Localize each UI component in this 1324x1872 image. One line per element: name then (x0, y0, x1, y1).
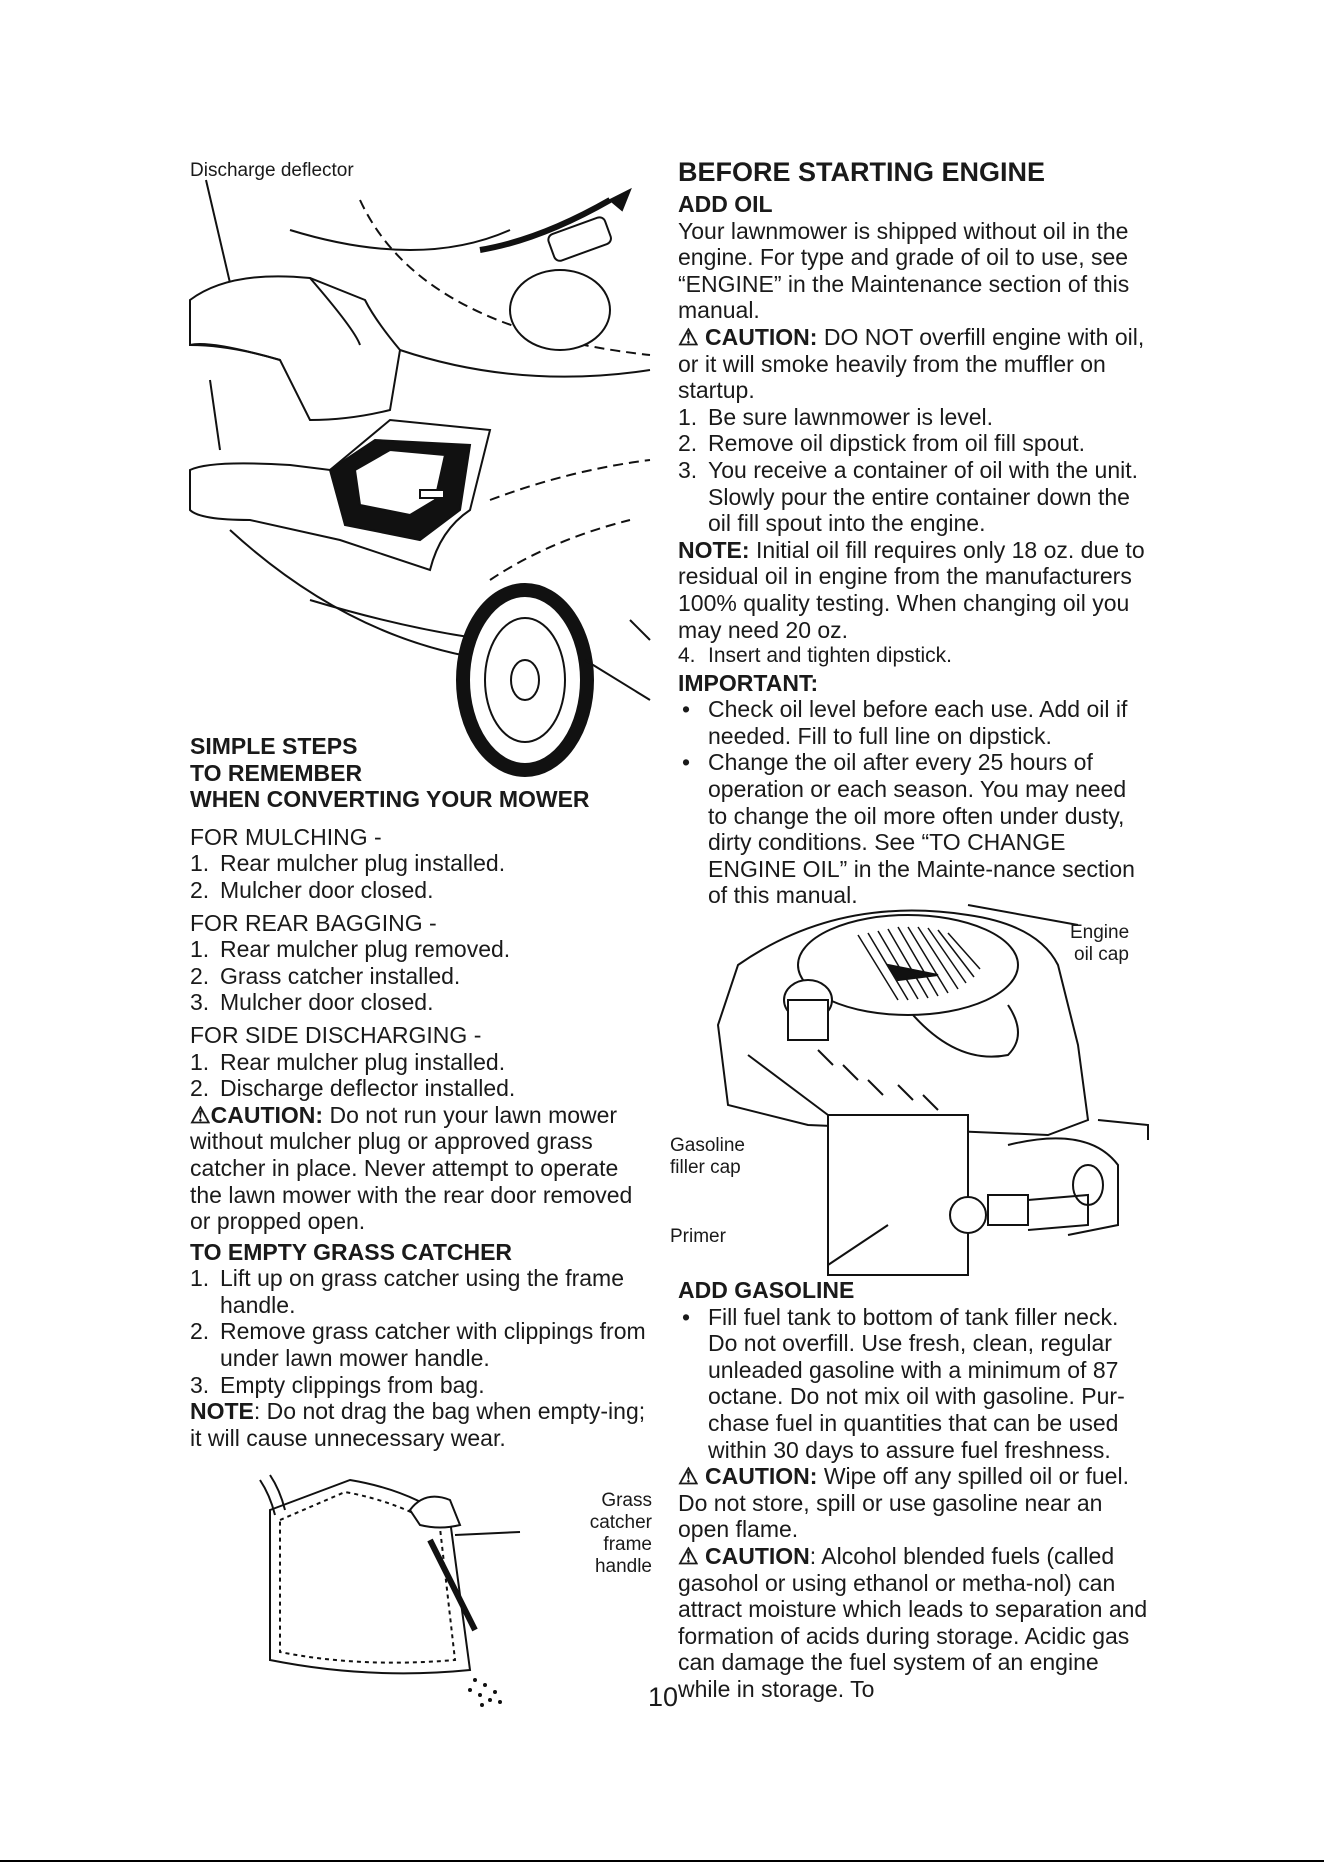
side-discharging-list (190, 1049, 650, 1102)
list-item: 4. Insert and tighten dipstick. (678, 644, 952, 668)
list-item: • Change the oil after every 25 hours of operation or each season. You may need to change the oil more often under dusty, dirty conditions. See “TO CHANGE ENGINE OIL” in the Mainte-nance section of this manual. (682, 749, 1135, 909)
warning-triangle-icon: ⚠ (678, 1542, 699, 1569)
engine-oil-cap-label: Engine oil cap (1070, 922, 1130, 965)
grass-catcher-frame-handle-label: Grass catcher frame handle (589, 1490, 652, 1577)
mulching-list (190, 850, 650, 903)
empty-catcher-note: NOTE: Do not drag the bag when empty-ing; it will cause unnecessary wear. (190, 1398, 646, 1451)
list-item: • Fill fuel tank to bottom of tank filler neck. Do not overfill. Use fresh, clean, regular unleaded gasoline with a minimum of 87 octane. Do not mix oil with gasoline. Pur-chase fuel in quantities that can be used within 30 days to assure fuel freshness. (682, 1303, 1125, 1463)
warning-triangle-icon: ⚠ (190, 1101, 211, 1128)
empty-catcher-heading: TO EMPTY GRASS CATCHER (190, 1238, 513, 1265)
important-bullets (678, 696, 1148, 909)
add-gasoline-bullets (678, 1304, 1148, 1464)
list-item: 2. Mulcher door closed. (190, 876, 434, 903)
simple-steps-line2: TO REMEMBER (190, 759, 363, 786)
rear-bagging-list (190, 936, 650, 1016)
gasoline-filler-cap-label: Gasoline filler cap (670, 1135, 745, 1178)
bottom-rule (0, 1860, 1324, 1862)
list-item: 1. Rear mulcher plug installed. (190, 1048, 506, 1075)
list-item: 2. Remove oil dipstick from oil fill spout. (678, 430, 1086, 457)
for-rear-bagging-heading: FOR REAR BAGGING - (190, 909, 437, 936)
list-item: 3. Mulcher door closed. (190, 989, 434, 1016)
simple-steps-line1: SIMPLE STEPS (190, 733, 358, 759)
add-oil-steps (678, 404, 1148, 537)
before-starting-engine-heading: BEFORE STARTING ENGINE (678, 157, 1046, 187)
grass-catcher-illustration (250, 1470, 580, 1710)
warning-triangle-icon: ⚠ (678, 323, 699, 350)
list-item: 2. Grass catcher installed. (190, 962, 461, 989)
list-item: 3. Empty clippings from bag. (190, 1371, 485, 1398)
primer-label: Primer (670, 1226, 726, 1247)
gasoline-caution-spill: ⚠ CAUTION: Wipe off any spilled oil or fuel. Do not store, spill or use gasoline near an open flame. (678, 1463, 1129, 1543)
warning-triangle-icon: ⚠ (678, 1463, 699, 1490)
caution-mulcher-plug: ⚠CAUTION: Do not run your lawn mower without mulcher plug or approved grass catcher in place. Never attempt to operate the lawn mower with the rear door removed or propped open. (190, 1101, 633, 1235)
important-heading: IMPORTANT: (678, 669, 819, 696)
list-item: 2. Discharge deflector installed. (190, 1075, 516, 1102)
list-item: 1. Rear mulcher plug removed. (190, 936, 511, 963)
mower-deflector-illustration (190, 0, 650, 790)
add-oil-intro: Your lawnmower is shipped without oil in the engine. For type and grade of oil to use, see “ENGINE” in the Maintenance section of this manual. (678, 217, 1130, 324)
simple-steps-line3: WHEN CONVERTING YOUR MOWER (190, 786, 590, 813)
gasoline-caution-alcohol: ⚠ CAUTION: Alcohol blended fuels (called gasohol or using ethanol or metha-nol) can attract moisture which leads to separation and formation of acids during storage. Acidic gas can damage the fuel system of an engine while in storage. To (678, 1542, 1148, 1702)
add-oil-step4 (678, 643, 1148, 670)
discharge-deflector-label: Discharge deflector (190, 160, 354, 181)
add-gasoline-heading: ADD GASOLINE (678, 1277, 855, 1303)
for-side-discharging-heading: FOR SIDE DISCHARGING - (190, 1021, 482, 1048)
list-item: 1. Lift up on grass catcher using the frame handle. (190, 1265, 624, 1318)
list-item: 3. You receive a container of oil with the unit. Slowly pour the entire container down the oil fill spout into the engine. (678, 456, 1139, 537)
for-mulching-heading: FOR MULCHING - (190, 823, 382, 850)
list-item: 1. Be sure lawnmower is level. (678, 403, 994, 430)
page-number: 10 (648, 1682, 679, 1712)
add-oil-note: NOTE: Initial oil fill requires only 18 oz. due to residual oil in engine from the manufacturers 100% quality testing. When changing oil you may need 20 oz. (678, 536, 1145, 643)
list-item: 2. Remove grass catcher with clippings from under lawn mower handle. (190, 1318, 646, 1372)
list-item: 1. Rear mulcher plug installed. (190, 850, 506, 877)
add-oil-caution: ⚠ CAUTION: DO NOT overfill engine with oil, or it will smoke heavily from the muffler on startup. (678, 323, 1145, 404)
list-item: • Check oil level before each use. Add oil if needed. Fill to full line on dipstick. (682, 696, 1128, 749)
add-oil-heading: ADD OIL (678, 191, 773, 217)
empty-catcher-list (190, 1265, 650, 1398)
